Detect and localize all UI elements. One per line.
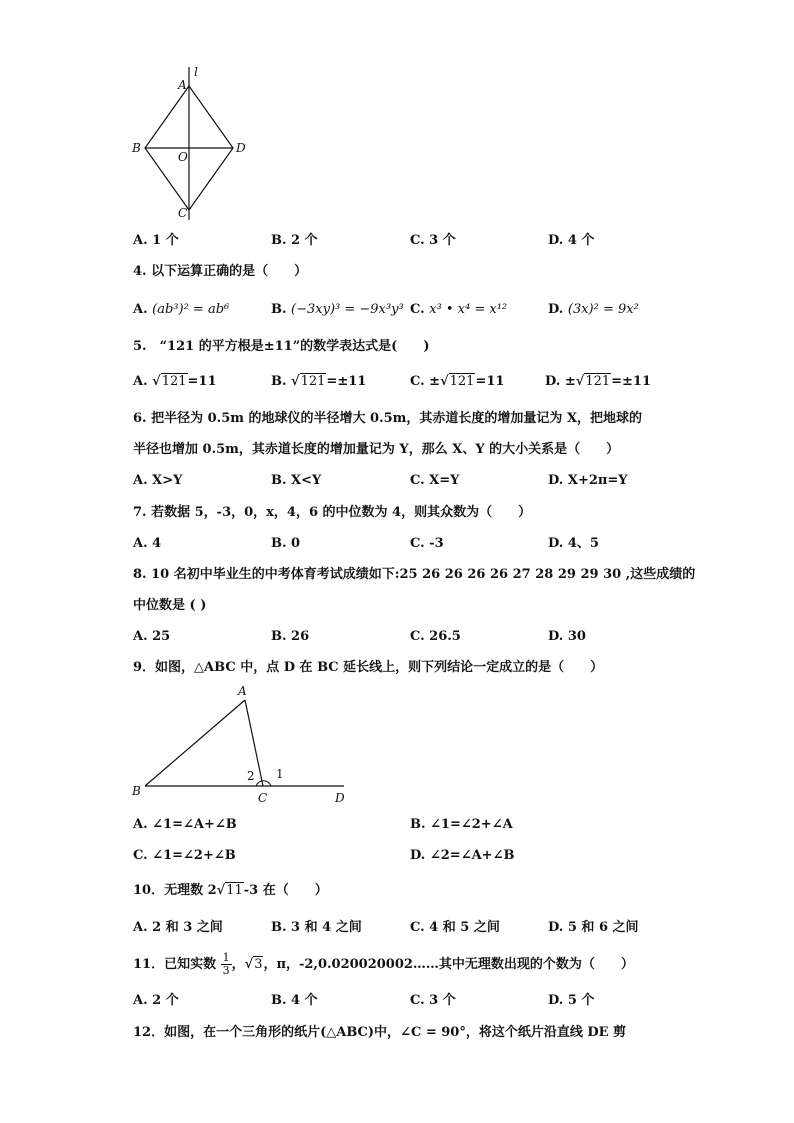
q12-line-1: 12．如图，在一个三角形的纸片(△ABC)中，∠C = 90°，将这个纸片沿直线 DE 剪 [133,1025,627,1040]
q10-option-d: D. 5 和 6 之间 [548,920,639,935]
q4-c-expr: x³ • x⁴ = x¹² [429,302,508,317]
q9-option-d: D. ∠2=∠A+∠B [410,848,515,863]
q10-radicand: 11 [226,883,243,898]
q5-option-d [545,373,651,391]
sqrt-sign: √ [216,883,226,898]
q4-option-b [271,301,404,319]
label-D: D [236,141,246,155]
sqrt-sign: √ [575,374,585,389]
q11-pre: 11．已知实数 [133,957,217,972]
q3-option-c: C. 3 个 [410,233,456,248]
q9-stem: 9．如图，△ABC 中，点 D 在 BC 延长线上，则下列结论一定成立的是（ ） [133,660,604,675]
label-C: C [178,206,188,220]
q5-b-radicand: 121 [300,374,326,389]
q6-option-c: C. X=Y [410,473,460,488]
q7-option-a: A. 4 [133,536,162,551]
q5-a-post: =11 [187,374,217,389]
q4-b-label: B. [271,302,287,317]
label-l: l [194,65,198,79]
q9-option-b: B. ∠1=∠2+∠A [410,817,513,832]
q4-d-label: D. [548,302,564,317]
q5-option-b [271,373,366,391]
q10-option-c: C. 4 和 5 之间 [410,920,500,935]
q6-option-a: A. X>Y [133,473,183,488]
q4-b-expr: (−3xy)³ = −9x³y³ [291,302,404,317]
q5-b-post: =±11 [326,374,367,389]
q11-option-b: B. 4 个 [271,993,318,1008]
q5-option-c [410,373,504,391]
q7-option-b: B. 0 [271,536,301,551]
q5-d-pre: D. ± [545,374,576,389]
q7-option-d: D. 4、5 [548,536,599,551]
fraction-one-third [221,952,232,977]
label-A: A [178,78,187,92]
q4-a-label: A. [133,302,148,317]
q11-numerator: 1 [222,951,230,964]
q11-radicand: 3 [254,957,263,972]
q5-b-pre: B. [271,374,292,389]
q4-c-label: C. [410,302,425,317]
q4-option-c [410,301,507,319]
triangle-figure [128,682,358,807]
q6-option-b: B. X<Y [271,473,322,488]
q9-option-a: A. ∠1=∠A+∠B [133,817,237,832]
q10-stem [133,882,328,900]
sqrt-sign: √ [291,374,300,389]
q10-option-b: B. 3 和 4 之间 [271,920,362,935]
q5-d-radicand: 121 [585,374,611,389]
q6-line-2: 半径也增加 0.5m，其赤道长度的增加量记为 Y，那么 X、Y 的大小关系是（ ） [133,442,620,457]
q9-option-c: C. ∠1=∠2+∠B [133,848,236,863]
q7-stem: 7. 若数据 5，-3，0，x，4，6 的中位数为 4，则其众数为（ ） [133,505,532,520]
q11-post: ，π，-2,0.020020002……其中无理数出现的个数为（ ） [263,957,634,972]
q11-option-d: D. 5 个 [548,993,595,1008]
q7-option-c: C. -3 [410,536,444,551]
q11-option-c: C. 3 个 [410,993,456,1008]
q11-sep: ， [231,957,245,972]
q4-a-expr: (ab³)² = ab⁶ [152,302,230,317]
sqrt-sign: √ [244,957,254,972]
q8-option-d: D. 30 [548,629,586,644]
q10-post: -3 在（ ） [243,883,328,898]
q11-denominator: 3 [222,964,230,977]
q6-line-1: 6. 把半径为 0.5m 的地球仪的半径增大 0.5m，其赤道长度的增加量记为 X，把地球的 [133,411,643,426]
q10-option-a: A. 2 和 3 之间 [133,920,223,935]
q4-option-d [548,301,639,319]
q6-option-d: D. X+2π=Y [548,473,628,488]
q5-c-pre: C. ± [410,374,441,389]
sqrt-sign: √ [440,374,449,389]
q5-option-a [133,373,217,391]
q4-stem: 4. 以下运算正确的是（ ） [133,264,308,279]
label-B: B [132,141,141,155]
q5-a-pre: A. [133,374,153,389]
q3-option-d: D. 4 个 [548,233,595,248]
label-B: B [132,784,141,798]
label-1: 1 [276,767,284,781]
label-A: A [238,684,247,698]
q8-option-c: C. 26.5 [410,629,461,644]
q5-d-post: =±11 [611,374,652,389]
label-D: D [335,791,345,805]
label-O: O [178,150,188,164]
q5-c-radicand: 121 [449,374,475,389]
q8-line-2: 中位数是 ( ) [133,598,207,613]
q8-option-a: A. 25 [133,629,171,644]
q8-option-b: B. 26 [271,629,310,644]
q5-a-radicand: 121 [161,374,187,389]
q11-option-a: A. 2 个 [133,993,179,1008]
q4-option-a [133,301,229,319]
q11-stem [133,951,634,979]
label-2: 2 [247,769,255,783]
label-C: C [258,791,268,805]
q3-option-b: B. 2 个 [271,233,318,248]
q3-option-a: A. 1 个 [133,233,179,248]
rhombus-figure [128,62,258,224]
q5-c-post: =11 [475,374,505,389]
sqrt-sign: √ [152,374,161,389]
q5-stem: 5. “121 的平方根是±11”的数学表达式是( ) [133,339,430,354]
q10-pre: 10．无理数 2 [133,883,217,898]
q4-d-expr: (3x)² = 9x² [567,302,639,317]
q8-line-1: 8. 10 名初中毕业生的中考体育考试成绩如下:25 26 26 26 26 27 28 29 29 30 ,这些成绩的 [133,567,696,582]
